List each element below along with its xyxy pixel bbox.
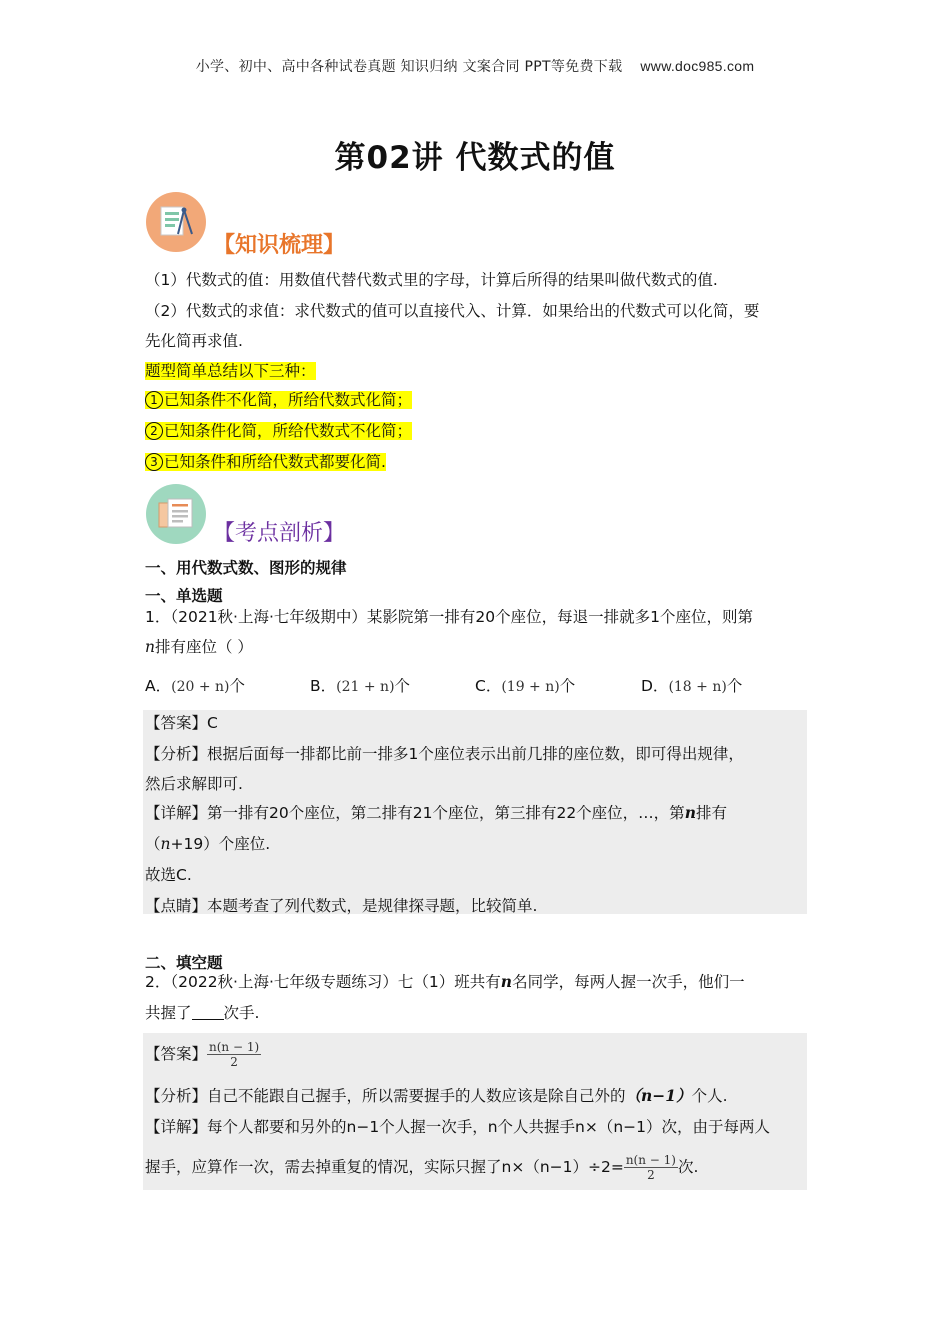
fraction-numerator: n(n − 1) (625, 1153, 676, 1167)
option-unit: 个 (394, 677, 411, 695)
variable-n: n (145, 638, 155, 656)
comment-tag: 【点睛】 (145, 897, 208, 915)
detail-text: 第一排有20个座位，第二排有21个座位，第三排有22个座位，…，第 (207, 804, 685, 822)
header-text: 小学、初中、高中各种试卷真题 知识归纳 文案合同 PPT等免费下载 (195, 59, 623, 75)
option-label: A． (145, 677, 172, 695)
summary-item-1 (145, 386, 810, 414)
question-2-line-2 (145, 999, 810, 1027)
question-type-fill-blank: 二、填空题 (145, 954, 223, 972)
knowledge-point-2b: 先化简再求值. (145, 332, 243, 350)
q1-comment (145, 892, 810, 920)
exam-analysis-heading: 【考点剖析】 (213, 521, 346, 546)
variable-n: n (160, 835, 171, 853)
question-2-text: 共握了 (145, 1004, 192, 1022)
analysis-text: 根据后面每一排都比前一排多1个座位表示出前几排的座位数，即可得出规律， (207, 745, 744, 763)
page-header (0, 56, 950, 76)
option-c[interactable] (475, 672, 575, 701)
detail-paren: （ (145, 835, 161, 853)
detail-text: +19）个座位. (170, 835, 271, 853)
circled-number: 1 (145, 391, 163, 409)
q1-analysis-b: 然后求解即可. (145, 775, 243, 793)
summary-item-text: 已知条件和所给代数式都要化简. (164, 453, 386, 471)
analysis-text-end: 个人. (691, 1087, 728, 1105)
q1-detail-b (145, 830, 810, 858)
option-label: D． (641, 677, 669, 695)
detail-text: 握手，应算作一次，需去掉重复的情况，实际只握了n×（n−1）÷2= (145, 1158, 624, 1176)
analysis-tag: 【分析】 (145, 745, 208, 763)
summary-item-text: 已知条件不化简，所给代数式化简； (164, 391, 413, 409)
option-unit: 个 (726, 677, 743, 695)
knowledge-point-2a: （2）代数式的求值：求代数式的值可以直接代入、计算．如果给出的代数式可以化简，要 (145, 302, 760, 320)
question-2-text: 2．（2022秋·上海·七年级专题练习）七（1）班共有 (145, 973, 501, 991)
question-2-text-end: 名同学，每两人握一次手，他们一 (512, 973, 745, 991)
fraction-denominator: 2 (647, 1168, 655, 1182)
detail-text: 每个人都要和另外的n−1个人握一次手，n个人共握手n×（n−1）次，由于每两人 (207, 1118, 770, 1136)
option-expression: (18 + n) (668, 679, 727, 695)
summary-line (145, 357, 810, 385)
comment-text: 本题考查了列代数式，是规律探寻题，比较简单. (207, 897, 538, 915)
q2-analysis (145, 1082, 810, 1110)
question-1-line-1: 1．（2021秋·上海·七年级期中）某影院第一排有20个座位，每退一排就多1个座位，则第 (145, 608, 753, 626)
question-1-line-2 (145, 633, 810, 661)
option-unit: 个 (229, 677, 246, 695)
knowledge-icon (146, 192, 206, 252)
answer-blank[interactable] (192, 1003, 224, 1020)
variable-n: n (684, 803, 696, 822)
circled-number: 3 (145, 453, 163, 471)
detail-fraction (624, 1153, 678, 1182)
option-expression: (21 + n) (336, 679, 395, 695)
detail-tag: 【详解】 (145, 1118, 208, 1136)
question-2-line-1 (145, 968, 810, 996)
detail-tag: 【详解】 (145, 804, 208, 822)
q2-detail-a (145, 1113, 810, 1141)
option-expression: (19 + n) (501, 679, 560, 695)
option-b[interactable] (310, 672, 410, 701)
fraction-numerator: n(n − 1) (209, 1040, 260, 1054)
knowledge-point-1: （1）代数式的值：用数值代替代数式里的字母，计算后所得的结果叫做代数式的值. (145, 271, 718, 289)
summary-item-text: 已知条件化简，所给代数式不化简； (164, 422, 413, 440)
analysis-text: 自己不能跟自己握手，所以需要握手的人数应该是除自己外的 (207, 1087, 626, 1105)
fraction-denominator: 2 (230, 1055, 238, 1069)
answer-value: C (207, 714, 218, 732)
q1-detail-a (145, 799, 810, 827)
summary-item-3 (145, 448, 810, 476)
question-1-text: 排有座位（ ） (154, 638, 253, 656)
part-heading: 一、用代数式数、图形的规律 (145, 559, 347, 577)
question-2-text-end: 次手. (223, 1004, 260, 1022)
option-unit: 个 (559, 677, 576, 695)
page-title: 第02讲 代数式的值 (334, 140, 616, 176)
answer-tag: 【答案】 (145, 1045, 208, 1063)
header-site-link[interactable]: www.doc985.com (640, 58, 755, 74)
analysis-tag: 【分析】 (145, 1087, 208, 1105)
answer-tag: 【答案】 (145, 714, 208, 732)
answer-fraction (207, 1040, 261, 1069)
q2-answer (145, 1037, 810, 1071)
q2-detail-b (145, 1150, 810, 1184)
q1-answer (145, 709, 810, 737)
exam-analysis-icon (146, 484, 206, 544)
analysis-expression: （n−1） (625, 1086, 692, 1105)
summary-text: 题型简单总结以下三种： (145, 362, 316, 380)
option-expression: (20 + n) (171, 679, 230, 695)
option-label: C． (475, 677, 502, 695)
summary-item-2 (145, 417, 810, 445)
variable-n: n (500, 972, 513, 991)
detail-text-end: 次. (677, 1158, 699, 1176)
q1-choose: 故选C. (145, 866, 192, 884)
knowledge-heading: 【知识梳理】 (213, 233, 346, 258)
detail-text-end: 排有 (695, 804, 727, 822)
circled-number: 2 (145, 422, 163, 440)
q1-analysis-a (145, 740, 810, 768)
question-type-single-choice: 一、单选题 (145, 587, 223, 605)
option-label: B． (310, 677, 337, 695)
option-a[interactable] (145, 672, 245, 701)
option-d[interactable] (641, 672, 742, 701)
